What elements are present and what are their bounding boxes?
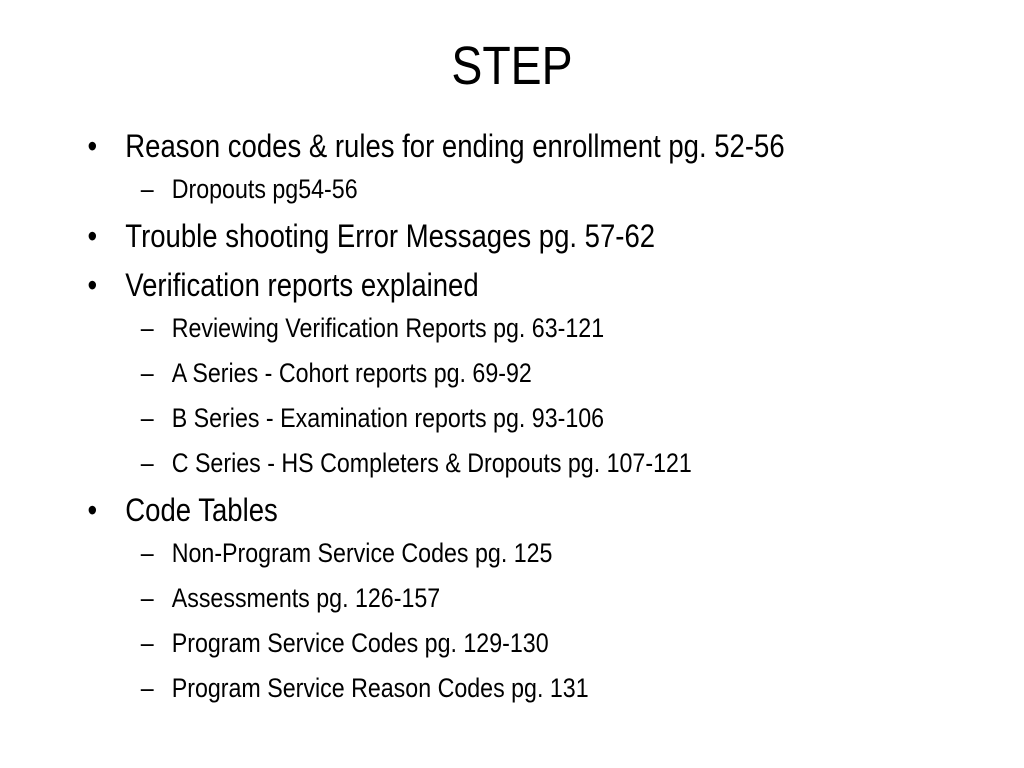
sub-bullet-text: Assessments pg. 126-157 (171, 583, 441, 613)
sub-bullet-item (84, 306, 841, 351)
sub-bullet-marker: – (140, 448, 154, 478)
bullet-text: Code Tables (125, 492, 278, 528)
bullet-item (84, 212, 841, 261)
sub-bullet-marker: – (140, 538, 154, 568)
sub-bullet-item (84, 531, 841, 576)
bullet-item (84, 261, 841, 310)
bullet-text: Trouble shooting Error Messages pg. 57-62 (125, 218, 656, 254)
sub-bullet-text: Program Service Codes pg. 129-130 (171, 628, 549, 658)
sub-bullet-item (84, 576, 841, 621)
sub-bullet-text: B Series - Examination reports pg. 93-106 (171, 403, 605, 433)
bullet-marker: • (87, 218, 98, 254)
sub-bullet-marker: – (140, 313, 154, 343)
sub-bullet-text: Dropouts pg54-56 (171, 174, 358, 204)
sub-bullet-item (84, 441, 841, 486)
bullet-marker: • (87, 267, 98, 303)
sub-bullet-text: A Series - Cohort reports pg. 69-92 (171, 358, 532, 388)
sub-bullet-marker: – (140, 583, 154, 613)
bullet-text: Verification reports explained (125, 267, 479, 303)
slide-title: STEP (451, 36, 573, 96)
sub-bullet-marker: – (140, 403, 154, 433)
sub-bullet-marker: – (140, 174, 154, 204)
sub-bullet-item (84, 167, 841, 212)
bullet-item (84, 122, 841, 171)
sub-bullet-marker: – (140, 628, 154, 658)
sub-bullet-text: Non-Program Service Codes pg. 125 (171, 538, 553, 568)
sub-bullet-item (84, 666, 841, 711)
bullet-list (84, 122, 841, 711)
bullet-text: Reason codes & rules for ending enrollment pg. 52-56 (125, 128, 785, 164)
bullet-item (84, 486, 841, 535)
sub-bullet-item (84, 351, 841, 396)
sub-bullet-marker: – (140, 358, 154, 388)
sub-bullet-item (84, 396, 841, 441)
sub-bullet-item (84, 621, 841, 666)
bullet-marker: • (87, 492, 98, 528)
bullet-marker: • (87, 128, 98, 164)
sub-bullet-text: Program Service Reason Codes pg. 131 (171, 673, 589, 703)
sub-bullet-marker: – (140, 673, 154, 703)
sub-bullet-text: Reviewing Verification Reports pg. 63-121 (171, 313, 605, 343)
sub-bullet-text: C Series - HS Completers & Dropouts pg. 107-121 (171, 448, 692, 478)
